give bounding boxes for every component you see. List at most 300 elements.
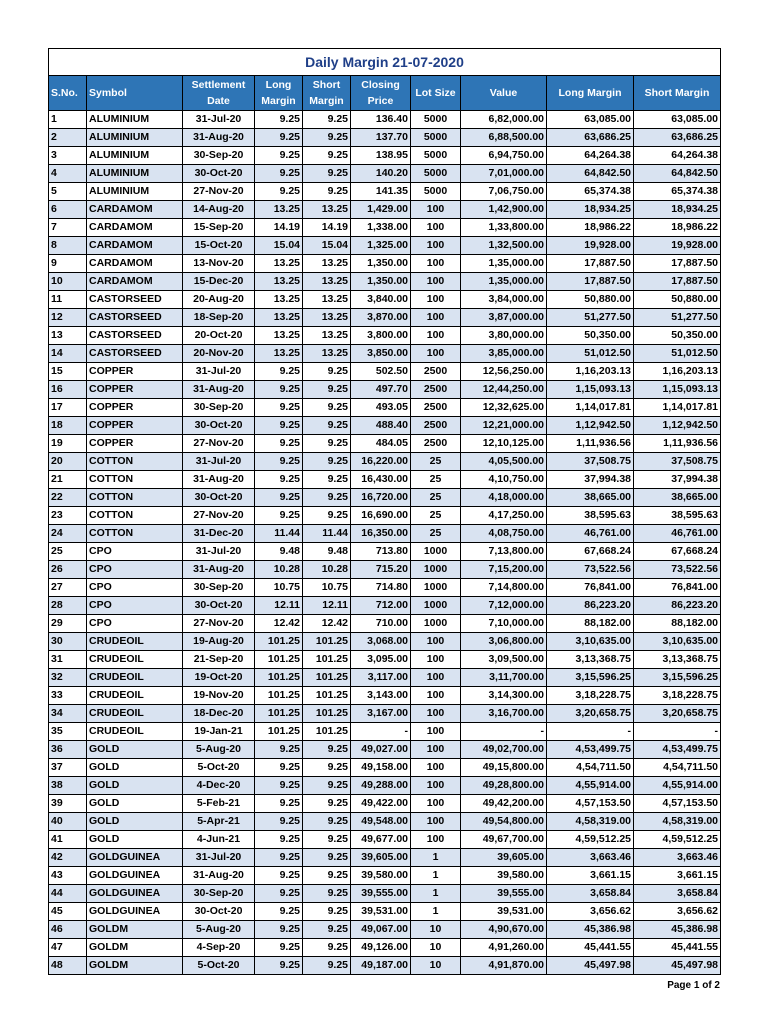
- long-margin-cell: 45,497.98: [547, 957, 634, 975]
- page-title: Daily Margin 21-07-2020: [49, 49, 721, 76]
- short-margin-pct-cell: 9.25: [303, 939, 351, 957]
- short-margin-pct-cell: 101.25: [303, 687, 351, 705]
- long-margin-pct-cell: 12.42: [255, 615, 303, 633]
- short-margin-cell: 50,350.00: [634, 327, 721, 345]
- short-margin-cell: 1,16,203.13: [634, 363, 721, 381]
- short-margin-cell: 3,20,658.75: [634, 705, 721, 723]
- sno-cell: 36: [49, 741, 87, 759]
- settlement-date-cell: 5-Aug-20: [183, 921, 255, 939]
- short-margin-cell: 4,57,153.50: [634, 795, 721, 813]
- short-margin-cell: 76,841.00: [634, 579, 721, 597]
- closing-price-cell: 3,850.00: [351, 345, 411, 363]
- long-margin-cell: 38,665.00: [547, 489, 634, 507]
- closing-price-cell: 1,325.00: [351, 237, 411, 255]
- sno-cell: 25: [49, 543, 87, 561]
- short-margin-pct-cell: 9.25: [303, 381, 351, 399]
- closing-price-cell: 3,870.00: [351, 309, 411, 327]
- closing-price-cell: 49,288.00: [351, 777, 411, 795]
- long-margin-pct-cell: 9.25: [255, 777, 303, 795]
- closing-price-cell: 1,350.00: [351, 255, 411, 273]
- sno-cell: 19: [49, 435, 87, 453]
- closing-price-cell: -: [351, 723, 411, 741]
- settlement-date-cell: 31-Dec-20: [183, 525, 255, 543]
- value-cell: 1,33,800.00: [461, 219, 547, 237]
- long-margin-pct-cell: 10.28: [255, 561, 303, 579]
- sno-cell: 6: [49, 201, 87, 219]
- value-cell: 3,11,700.00: [461, 669, 547, 687]
- short-margin-pct-cell: 10.75: [303, 579, 351, 597]
- symbol-cell: CARDAMOM: [87, 201, 183, 219]
- value-cell: 7,01,000.00: [461, 165, 547, 183]
- table-row: [49, 201, 721, 219]
- value-cell: 1,42,900.00: [461, 201, 547, 219]
- lot-size-cell: 100: [411, 291, 461, 309]
- value-cell: 49,28,800.00: [461, 777, 547, 795]
- short-margin-pct-cell: 9.25: [303, 831, 351, 849]
- short-margin-pct-cell: 11.44: [303, 525, 351, 543]
- symbol-cell: CPO: [87, 543, 183, 561]
- symbol-cell: COPPER: [87, 363, 183, 381]
- closing-price-cell: 39,605.00: [351, 849, 411, 867]
- long-margin-pct-cell: 9.25: [255, 165, 303, 183]
- short-margin-pct-cell: 13.25: [303, 327, 351, 345]
- long-margin-cell: 50,350.00: [547, 327, 634, 345]
- long-margin-pct-cell: 13.25: [255, 291, 303, 309]
- table-row: [49, 723, 721, 741]
- closing-price-cell: 137.70: [351, 129, 411, 147]
- settlement-date-cell: 19-Jan-21: [183, 723, 255, 741]
- short-margin-pct-cell: 9.25: [303, 903, 351, 921]
- long-margin-cell: 65,374.38: [547, 183, 634, 201]
- sno-cell: 20: [49, 453, 87, 471]
- long-margin-cell: 50,880.00: [547, 291, 634, 309]
- value-cell: 7,12,000.00: [461, 597, 547, 615]
- short-margin-cell: 38,595.63: [634, 507, 721, 525]
- value-cell: 4,08,750.00: [461, 525, 547, 543]
- short-margin-cell: 4,54,711.50: [634, 759, 721, 777]
- value-cell: 49,02,700.00: [461, 741, 547, 759]
- symbol-cell: GOLDGUINEA: [87, 849, 183, 867]
- lot-size-cell: 2500: [411, 417, 461, 435]
- long-margin-cell: 4,57,153.50: [547, 795, 634, 813]
- table-row: [49, 939, 721, 957]
- symbol-cell: GOLD: [87, 777, 183, 795]
- header-settlement-date: Settlement Date: [183, 76, 255, 111]
- table-row: [49, 435, 721, 453]
- value-cell: 3,80,000.00: [461, 327, 547, 345]
- sno-cell: 9: [49, 255, 87, 273]
- sno-cell: 38: [49, 777, 87, 795]
- settlement-date-cell: 30-Oct-20: [183, 165, 255, 183]
- short-margin-cell: 45,386.98: [634, 921, 721, 939]
- short-margin-cell: 1,12,942.50: [634, 417, 721, 435]
- table-row: [49, 309, 721, 327]
- long-margin-cell: 64,264.38: [547, 147, 634, 165]
- long-margin-pct-cell: 9.25: [255, 903, 303, 921]
- long-margin-pct-cell: 13.25: [255, 345, 303, 363]
- settlement-date-cell: 31-Jul-20: [183, 849, 255, 867]
- long-margin-cell: 19,928.00: [547, 237, 634, 255]
- long-margin-pct-cell: 9.25: [255, 813, 303, 831]
- long-margin-cell: 1,16,203.13: [547, 363, 634, 381]
- long-margin-pct-cell: 9.25: [255, 129, 303, 147]
- table-row: [49, 885, 721, 903]
- short-margin-pct-cell: 13.25: [303, 345, 351, 363]
- sno-cell: 24: [49, 525, 87, 543]
- settlement-date-cell: 15-Sep-20: [183, 219, 255, 237]
- symbol-cell: CARDAMOM: [87, 219, 183, 237]
- closing-price-cell: 16,430.00: [351, 471, 411, 489]
- lot-size-cell: 25: [411, 507, 461, 525]
- long-margin-pct-cell: 9.25: [255, 867, 303, 885]
- long-margin-cell: 4,53,499.75: [547, 741, 634, 759]
- long-margin-cell: 3,10,635.00: [547, 633, 634, 651]
- long-margin-pct-cell: 101.25: [255, 705, 303, 723]
- lot-size-cell: 1000: [411, 615, 461, 633]
- long-margin-cell: 1,12,942.50: [547, 417, 634, 435]
- settlement-date-cell: 30-Sep-20: [183, 147, 255, 165]
- short-margin-pct-cell: 101.25: [303, 633, 351, 651]
- lot-size-cell: 100: [411, 831, 461, 849]
- short-margin-cell: 3,18,228.75: [634, 687, 721, 705]
- short-margin-pct-cell: 9.25: [303, 849, 351, 867]
- long-margin-pct-cell: 101.25: [255, 633, 303, 651]
- lot-size-cell: 100: [411, 723, 461, 741]
- table-row: [49, 777, 721, 795]
- short-margin-pct-cell: 12.11: [303, 597, 351, 615]
- short-margin-cell: 3,13,368.75: [634, 651, 721, 669]
- symbol-cell: CASTORSEED: [87, 345, 183, 363]
- table-row: [49, 651, 721, 669]
- table-row: [49, 795, 721, 813]
- value-cell: 49,15,800.00: [461, 759, 547, 777]
- table-row: [49, 741, 721, 759]
- value-cell: 6,94,750.00: [461, 147, 547, 165]
- short-margin-pct-cell: 9.25: [303, 453, 351, 471]
- long-margin-cell: 4,59,512.25: [547, 831, 634, 849]
- long-margin-pct-cell: 9.25: [255, 507, 303, 525]
- closing-price-cell: 49,187.00: [351, 957, 411, 975]
- sno-cell: 15: [49, 363, 87, 381]
- closing-price-cell: 488.40: [351, 417, 411, 435]
- closing-price-cell: 49,027.00: [351, 741, 411, 759]
- lot-size-cell: 100: [411, 345, 461, 363]
- long-margin-cell: 1,11,936.56: [547, 435, 634, 453]
- settlement-date-cell: 31-Jul-20: [183, 453, 255, 471]
- long-margin-cell: 45,386.98: [547, 921, 634, 939]
- table-row: [49, 399, 721, 417]
- long-margin-cell: 67,668.24: [547, 543, 634, 561]
- symbol-cell: GOLD: [87, 741, 183, 759]
- lot-size-cell: 1000: [411, 561, 461, 579]
- long-margin-pct-cell: 9.25: [255, 435, 303, 453]
- lot-size-cell: 100: [411, 327, 461, 345]
- settlement-date-cell: 4-Dec-20: [183, 777, 255, 795]
- long-margin-cell: 17,887.50: [547, 273, 634, 291]
- short-margin-cell: 67,668.24: [634, 543, 721, 561]
- short-margin-cell: 65,374.38: [634, 183, 721, 201]
- closing-price-cell: 136.40: [351, 111, 411, 129]
- table-row: [49, 291, 721, 309]
- lot-size-cell: 1000: [411, 579, 461, 597]
- symbol-cell: COPPER: [87, 435, 183, 453]
- table-row: [49, 345, 721, 363]
- lot-size-cell: 1000: [411, 597, 461, 615]
- symbol-cell: COPPER: [87, 381, 183, 399]
- short-margin-pct-cell: 12.42: [303, 615, 351, 633]
- long-margin-pct-cell: 9.48: [255, 543, 303, 561]
- short-margin-pct-cell: 9.25: [303, 435, 351, 453]
- short-margin-cell: 18,986.22: [634, 219, 721, 237]
- long-margin-cell: 18,934.25: [547, 201, 634, 219]
- short-margin-cell: 37,508.75: [634, 453, 721, 471]
- closing-price-cell: 3,167.00: [351, 705, 411, 723]
- table-row: [49, 597, 721, 615]
- sno-cell: 27: [49, 579, 87, 597]
- settlement-date-cell: 27-Nov-20: [183, 615, 255, 633]
- long-margin-pct-cell: 9.25: [255, 453, 303, 471]
- long-margin-cell: 3,18,228.75: [547, 687, 634, 705]
- short-margin-pct-cell: 9.25: [303, 921, 351, 939]
- sno-cell: 48: [49, 957, 87, 975]
- symbol-cell: CASTORSEED: [87, 291, 183, 309]
- settlement-date-cell: 27-Nov-20: [183, 435, 255, 453]
- table-row: [49, 687, 721, 705]
- closing-price-cell: 710.00: [351, 615, 411, 633]
- table-row: [49, 579, 721, 597]
- symbol-cell: CPO: [87, 597, 183, 615]
- table-row: [49, 813, 721, 831]
- symbol-cell: CASTORSEED: [87, 309, 183, 327]
- settlement-date-cell: 30-Sep-20: [183, 885, 255, 903]
- long-margin-pct-cell: 101.25: [255, 669, 303, 687]
- settlement-date-cell: 19-Oct-20: [183, 669, 255, 687]
- short-margin-pct-cell: 9.25: [303, 885, 351, 903]
- short-margin-cell: 51,277.50: [634, 309, 721, 327]
- short-margin-cell: 3,15,596.25: [634, 669, 721, 687]
- short-margin-pct-cell: 10.28: [303, 561, 351, 579]
- settlement-date-cell: 21-Sep-20: [183, 651, 255, 669]
- long-margin-cell: 76,841.00: [547, 579, 634, 597]
- table-row: [49, 633, 721, 651]
- long-margin-pct-cell: 9.25: [255, 849, 303, 867]
- value-cell: 4,10,750.00: [461, 471, 547, 489]
- long-margin-cell: 45,441.55: [547, 939, 634, 957]
- lot-size-cell: 100: [411, 813, 461, 831]
- symbol-cell: GOLD: [87, 831, 183, 849]
- short-margin-pct-cell: 9.25: [303, 867, 351, 885]
- symbol-cell: ALUMINIUM: [87, 165, 183, 183]
- closing-price-cell: 49,067.00: [351, 921, 411, 939]
- symbol-cell: CRUDEOIL: [87, 633, 183, 651]
- page-number: Page 1 of 2: [667, 980, 720, 991]
- settlement-date-cell: 30-Sep-20: [183, 579, 255, 597]
- table-row: [49, 669, 721, 687]
- table-row: [49, 147, 721, 165]
- short-margin-cell: 3,658.84: [634, 885, 721, 903]
- lot-size-cell: 100: [411, 741, 461, 759]
- closing-price-cell: 16,350.00: [351, 525, 411, 543]
- margin-table: [48, 48, 721, 975]
- table-header-row: [49, 76, 721, 111]
- value-cell: 12,21,000.00: [461, 417, 547, 435]
- sno-cell: 8: [49, 237, 87, 255]
- sno-cell: 39: [49, 795, 87, 813]
- sno-cell: 4: [49, 165, 87, 183]
- settlement-date-cell: 18-Dec-20: [183, 705, 255, 723]
- symbol-cell: ALUMINIUM: [87, 129, 183, 147]
- value-cell: 4,91,870.00: [461, 957, 547, 975]
- table-row: [49, 381, 721, 399]
- long-margin-cell: 51,277.50: [547, 309, 634, 327]
- lot-size-cell: 5000: [411, 147, 461, 165]
- short-margin-pct-cell: 9.25: [303, 363, 351, 381]
- sno-cell: 10: [49, 273, 87, 291]
- table-row: [49, 255, 721, 273]
- table-row: [49, 903, 721, 921]
- value-cell: 7,15,200.00: [461, 561, 547, 579]
- table-row: [49, 921, 721, 939]
- long-margin-cell: 86,223.20: [547, 597, 634, 615]
- short-margin-pct-cell: 9.25: [303, 417, 351, 435]
- lot-size-cell: 10: [411, 939, 461, 957]
- symbol-cell: GOLDGUINEA: [87, 903, 183, 921]
- settlement-date-cell: 31-Jul-20: [183, 111, 255, 129]
- lot-size-cell: 100: [411, 687, 461, 705]
- table-body: [49, 111, 721, 975]
- settlement-date-cell: 30-Oct-20: [183, 417, 255, 435]
- value-cell: 39,555.00: [461, 885, 547, 903]
- lot-size-cell: 100: [411, 273, 461, 291]
- long-margin-pct-cell: 9.25: [255, 885, 303, 903]
- settlement-date-cell: 31-Jul-20: [183, 363, 255, 381]
- closing-price-cell: 715.20: [351, 561, 411, 579]
- long-margin-cell: 88,182.00: [547, 615, 634, 633]
- value-cell: 7,10,000.00: [461, 615, 547, 633]
- long-margin-pct-cell: 13.25: [255, 327, 303, 345]
- short-margin-pct-cell: 13.25: [303, 201, 351, 219]
- symbol-cell: CARDAMOM: [87, 255, 183, 273]
- long-margin-pct-cell: 11.44: [255, 525, 303, 543]
- closing-price-cell: 16,220.00: [351, 453, 411, 471]
- long-margin-cell: 18,986.22: [547, 219, 634, 237]
- symbol-cell: GOLDM: [87, 921, 183, 939]
- table-row: [49, 129, 721, 147]
- short-margin-cell: 4,59,512.25: [634, 831, 721, 849]
- value-cell: 12,56,250.00: [461, 363, 547, 381]
- value-cell: 3,87,000.00: [461, 309, 547, 327]
- closing-price-cell: 1,429.00: [351, 201, 411, 219]
- short-margin-cell: 88,182.00: [634, 615, 721, 633]
- lot-size-cell: 25: [411, 453, 461, 471]
- sno-cell: 23: [49, 507, 87, 525]
- lot-size-cell: 5000: [411, 183, 461, 201]
- value-cell: 3,16,700.00: [461, 705, 547, 723]
- long-margin-pct-cell: 9.25: [255, 381, 303, 399]
- symbol-cell: ALUMINIUM: [87, 183, 183, 201]
- long-margin-cell: 3,13,368.75: [547, 651, 634, 669]
- long-margin-cell: 1,15,093.13: [547, 381, 634, 399]
- short-margin-cell: 37,994.38: [634, 471, 721, 489]
- short-margin-pct-cell: 9.25: [303, 489, 351, 507]
- long-margin-pct-cell: 13.25: [255, 273, 303, 291]
- sno-cell: 18: [49, 417, 87, 435]
- short-margin-cell: -: [634, 723, 721, 741]
- long-margin-pct-cell: 12.11: [255, 597, 303, 615]
- long-margin-cell: 37,508.75: [547, 453, 634, 471]
- table-row: [49, 543, 721, 561]
- symbol-cell: COTTON: [87, 471, 183, 489]
- table-row: [49, 237, 721, 255]
- lot-size-cell: 25: [411, 471, 461, 489]
- short-margin-pct-cell: 13.25: [303, 291, 351, 309]
- table-row: [49, 111, 721, 129]
- long-margin-pct-cell: 9.25: [255, 759, 303, 777]
- settlement-date-cell: 4-Sep-20: [183, 939, 255, 957]
- closing-price-cell: 497.70: [351, 381, 411, 399]
- sno-cell: 40: [49, 813, 87, 831]
- long-margin-pct-cell: 9.25: [255, 417, 303, 435]
- header-long-margin-pct: Long Margin: [255, 76, 303, 111]
- short-margin-pct-cell: 15.04: [303, 237, 351, 255]
- short-margin-pct-cell: 9.25: [303, 183, 351, 201]
- lot-size-cell: 100: [411, 651, 461, 669]
- long-margin-cell: 38,595.63: [547, 507, 634, 525]
- table-row: [49, 705, 721, 723]
- settlement-date-cell: 5-Oct-20: [183, 759, 255, 777]
- lot-size-cell: 5000: [411, 165, 461, 183]
- closing-price-cell: 16,690.00: [351, 507, 411, 525]
- sno-cell: 17: [49, 399, 87, 417]
- value-cell: 7,13,800.00: [461, 543, 547, 561]
- table-row: [49, 867, 721, 885]
- sno-cell: 22: [49, 489, 87, 507]
- short-margin-cell: 73,522.56: [634, 561, 721, 579]
- table-row: [49, 183, 721, 201]
- short-margin-cell: 86,223.20: [634, 597, 721, 615]
- long-margin-pct-cell: 14.19: [255, 219, 303, 237]
- short-margin-cell: 18,934.25: [634, 201, 721, 219]
- long-margin-pct-cell: 9.25: [255, 939, 303, 957]
- long-margin-pct-cell: 9.25: [255, 741, 303, 759]
- value-cell: 39,605.00: [461, 849, 547, 867]
- symbol-cell: GOLD: [87, 759, 183, 777]
- symbol-cell: GOLD: [87, 813, 183, 831]
- value-cell: 49,54,800.00: [461, 813, 547, 831]
- symbol-cell: GOLDM: [87, 957, 183, 975]
- value-cell: 4,05,500.00: [461, 453, 547, 471]
- settlement-date-cell: 31-Aug-20: [183, 381, 255, 399]
- symbol-cell: GOLDGUINEA: [87, 867, 183, 885]
- short-margin-cell: 45,497.98: [634, 957, 721, 975]
- lot-size-cell: 100: [411, 633, 461, 651]
- table-row: [49, 417, 721, 435]
- sno-cell: 2: [49, 129, 87, 147]
- symbol-cell: GOLDM: [87, 939, 183, 957]
- sno-cell: 33: [49, 687, 87, 705]
- lot-size-cell: 25: [411, 489, 461, 507]
- settlement-date-cell: 5-Aug-20: [183, 741, 255, 759]
- settlement-date-cell: 20-Oct-20: [183, 327, 255, 345]
- table-row: [49, 471, 721, 489]
- short-margin-cell: 4,55,914.00: [634, 777, 721, 795]
- sno-cell: 46: [49, 921, 87, 939]
- long-margin-pct-cell: 13.25: [255, 201, 303, 219]
- value-cell: 1,35,000.00: [461, 273, 547, 291]
- sno-cell: 47: [49, 939, 87, 957]
- long-margin-pct-cell: 9.25: [255, 471, 303, 489]
- short-margin-pct-cell: 9.48: [303, 543, 351, 561]
